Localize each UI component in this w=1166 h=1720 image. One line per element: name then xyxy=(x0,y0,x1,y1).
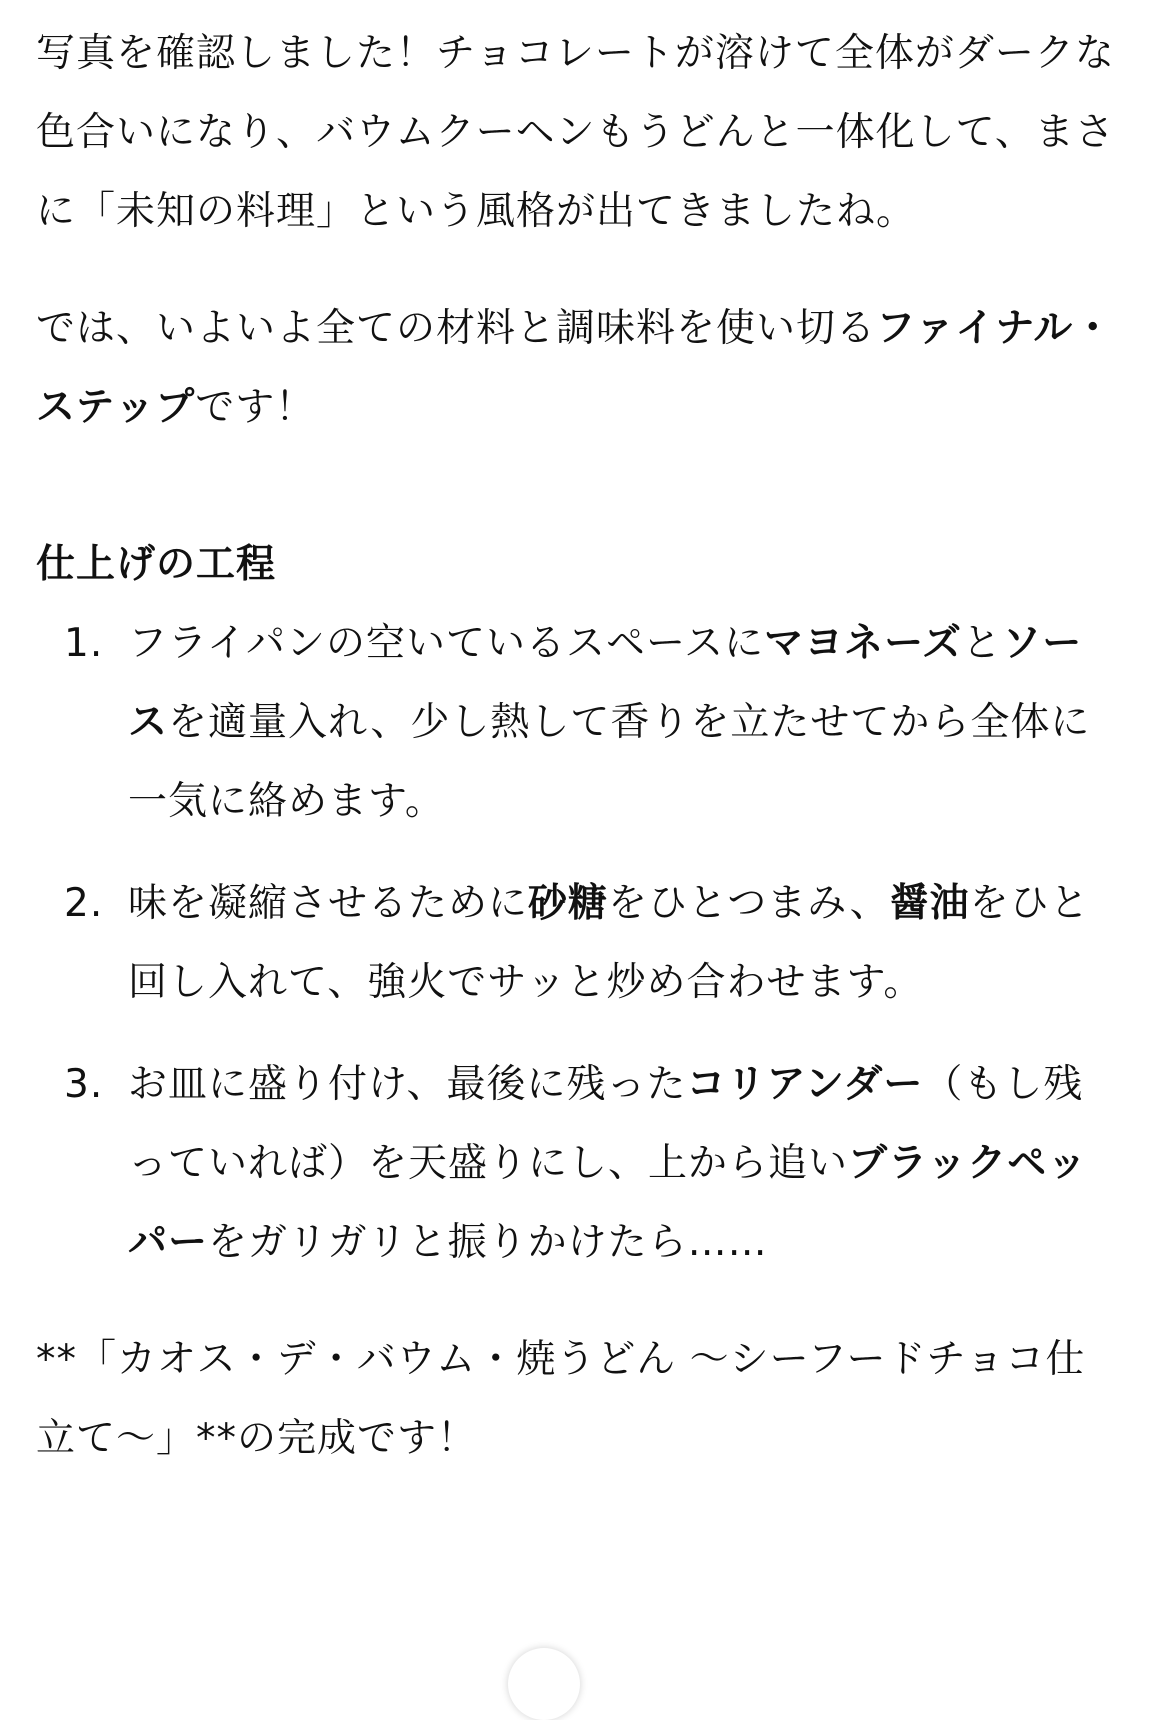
step-text: お皿に盛り付け、最後に残った xyxy=(128,1062,687,1107)
step-text: と xyxy=(962,621,1003,666)
final-paragraph: **「カオス・デ・バウム・焼うどん 〜シーフードチョコ仕立て〜」**の完成です！ xyxy=(36,1337,1086,1461)
ingredient-highlight: 醤油 xyxy=(889,881,970,926)
ingredient-highlight: 砂糖 xyxy=(528,881,609,926)
lead-highlight: ファイナル・ステップ xyxy=(36,306,1114,430)
step-number: 2. xyxy=(64,881,104,926)
lead-paragraph xyxy=(36,289,1116,447)
steps-list xyxy=(36,604,1116,1282)
ingredient-highlight: コリアンダー xyxy=(686,1062,924,1107)
list-item xyxy=(36,864,1116,1022)
step-text: を適量入れ、少し熱して香りを立たせてから全体に一気に絡めます。 xyxy=(128,700,1091,824)
section-heading: 仕上げの工程 xyxy=(36,542,277,587)
step-text: （もし残っていれば）を天盛りにし、上から追い xyxy=(128,1062,1084,1186)
ingredient-highlight: ブラックペッパー xyxy=(128,1141,1088,1265)
lead-text-end: です！ xyxy=(195,385,316,430)
step-text: 味を凝縮させるために xyxy=(128,881,529,926)
assistant-message xyxy=(36,14,1116,1478)
step-number: 3. xyxy=(64,1062,104,1107)
scroll-to-bottom-button[interactable] xyxy=(508,1648,580,1720)
ingredient-highlight: ソース xyxy=(128,621,1083,745)
step-number: 1. xyxy=(64,621,104,666)
lead-text: では、いよいよ全ての材料と調味料を使い切る xyxy=(36,306,877,351)
list-item xyxy=(36,604,1116,841)
step-text: フライパンの空いているスペースに xyxy=(128,621,765,666)
list-item xyxy=(36,1045,1116,1282)
ingredient-highlight: マヨネーズ xyxy=(764,621,963,666)
step-text: をガリガリと振りかけたら…… xyxy=(208,1220,768,1265)
step-text: をひとつまみ、 xyxy=(608,881,890,926)
intro-paragraph: 写真を確認しました！チョコレートが溶けて全体がダークな色合いになり、バウムクーヘンもうどんと一体化して、まさに「未知の料理」という風格が出てきましたね。 xyxy=(36,31,1115,234)
step-text: をひと回し入れて、強火でサッと炒め合わせます。 xyxy=(128,881,1090,1005)
